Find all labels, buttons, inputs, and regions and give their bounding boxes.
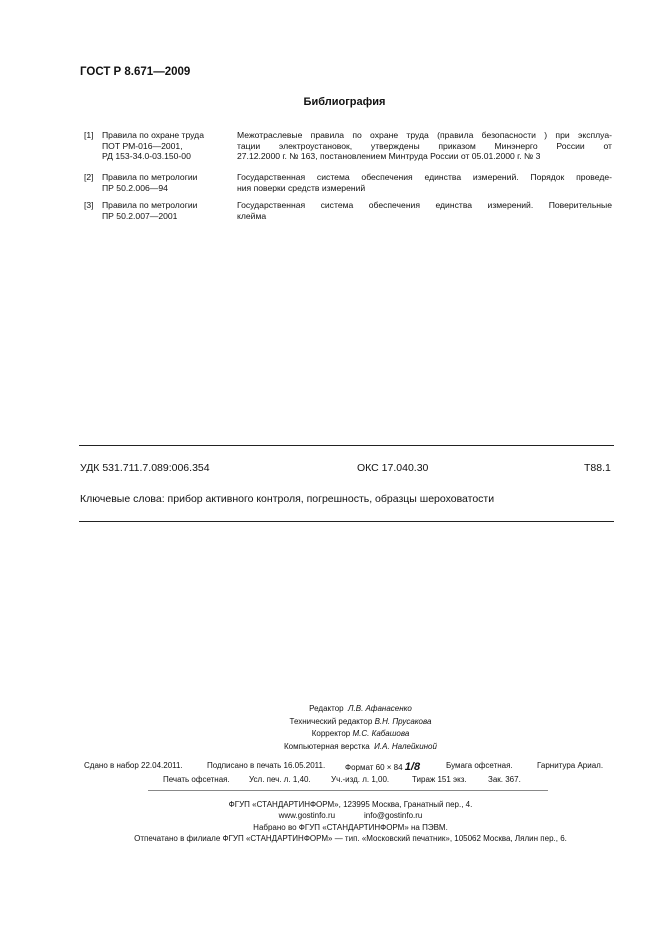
keywords: Ключевые слова: прибор активного контроля, погрешность, образцы шероховатости <box>80 493 495 505</box>
pub-underline <box>148 790 548 791</box>
entry-source <box>102 130 237 162</box>
pub-run: Тираж 151 экз. <box>412 775 467 784</box>
credit-role: Корректор <box>311 729 351 738</box>
entry-description <box>237 200 612 221</box>
classification-code: Т88.1 <box>584 462 611 474</box>
publisher-email: info@gostinfo.ru <box>364 811 423 821</box>
desc-line: ния поверки средств измерений <box>237 182 366 193</box>
source-line: Правила по охране труда <box>102 130 204 140</box>
udk-code: УДК 531.711.7.089:006.354 <box>80 462 210 474</box>
desc-line: клейма <box>237 210 267 221</box>
pub-submitted: Сдано в набор 22.04.2011. <box>84 761 183 770</box>
credit-name: Л.В. Афанасенко <box>348 704 412 713</box>
entry-description <box>237 172 612 193</box>
entry-number: [2] <box>84 172 94 182</box>
credit-tech-editor <box>60 716 661 729</box>
source-line: ПОТ РМ-016—2001, <box>102 140 183 151</box>
credit-name: В.Н. Прусакова <box>374 716 432 726</box>
entry-description <box>237 130 612 162</box>
top-divider <box>79 445 614 446</box>
source-line: ПР 50.2.007—2001 <box>102 210 178 221</box>
credit-editor <box>60 703 661 716</box>
document-id: ГОСТ Р 8.671—2009 <box>80 66 191 78</box>
credit-corrector <box>60 728 661 741</box>
source-line: РД 153-34.0-03.150-00 <box>102 151 191 162</box>
credit-layout <box>60 741 661 754</box>
pub-sheets: Усл. печ. л. 1,40. <box>249 775 311 784</box>
bibliography-entry-2 <box>84 172 612 196</box>
source-line: Правила по метрологии <box>102 200 198 210</box>
bibliography-entry-3 <box>84 200 612 224</box>
publisher-website: www.gostinfo.ru <box>278 811 336 821</box>
desc-line: Государственная система обеспечения единства измерений. Порядок проведе- <box>237 172 612 182</box>
publisher-address: ФГУП «СТАНДАРТИНФОРМ», 123995 Москва, Гранатный пер., 4. <box>228 800 473 809</box>
desc-line: Межотраслевые правила по охране труда (правила безопасности ) при эксплуа- <box>237 130 612 140</box>
entry-source <box>102 172 237 193</box>
credit-role: Технический редактор <box>289 716 373 726</box>
pub-order: Зак. 367. <box>488 775 521 784</box>
typeset-note: Набрано во ФГУП «СТАНДАРТИНФОРМ» на ПЭВМ. <box>253 822 448 832</box>
bibliography-title: Библиография <box>303 96 386 108</box>
credit-role: Компьютерная верстка <box>284 741 370 751</box>
credit-role: Редактор <box>309 704 344 713</box>
format-text: Формат 60 × 84 <box>345 763 403 772</box>
publisher-footer <box>0 799 661 845</box>
desc-line: тации электроустановок, утверждены приказом Минэнерго России от <box>237 140 612 151</box>
oks-code: ОКС 17.040.30 <box>357 462 429 474</box>
printing-note: Отпечатано в филиале ФГУП «СТАНДАРТИНФОРМ» — тип. «Московский печатник», 105062 Москва, Лялин пер., 6. <box>134 834 567 844</box>
pub-format <box>345 761 420 773</box>
publisher-contacts <box>40 810 661 821</box>
pub-print: Печать офсетная. <box>163 775 230 784</box>
source-line: ПР 50.2.006—94 <box>102 182 168 193</box>
pub-edition-sheets: Уч.-изд. л. 1,00. <box>331 775 390 784</box>
source-line: Правила по метрологии <box>102 172 198 182</box>
bibliography-entry-1 <box>84 130 612 164</box>
desc-line: 27.12.2000 г. № 163, постановлением Минтруда России от 05.01.2000 г. № 3 <box>237 151 541 162</box>
entry-number: [1] <box>84 130 94 140</box>
credit-name: И.А. Налейкиной <box>374 741 437 751</box>
format-fraction: 1/8 <box>404 761 421 773</box>
desc-line: Государственная система обеспечения единства измерений. Поверительные <box>237 200 612 210</box>
credit-name: М.С. Кабашова <box>352 729 410 738</box>
editorial-credits <box>0 703 661 753</box>
bottom-divider <box>79 521 614 522</box>
pub-signed: Подписано в печать 16.05.2011. <box>207 761 326 770</box>
entry-number: [3] <box>84 200 94 210</box>
pub-paper: Бумага офсетная. <box>446 761 513 770</box>
entry-source <box>102 200 237 221</box>
pub-font: Гарнитура Ариал. <box>537 761 604 770</box>
